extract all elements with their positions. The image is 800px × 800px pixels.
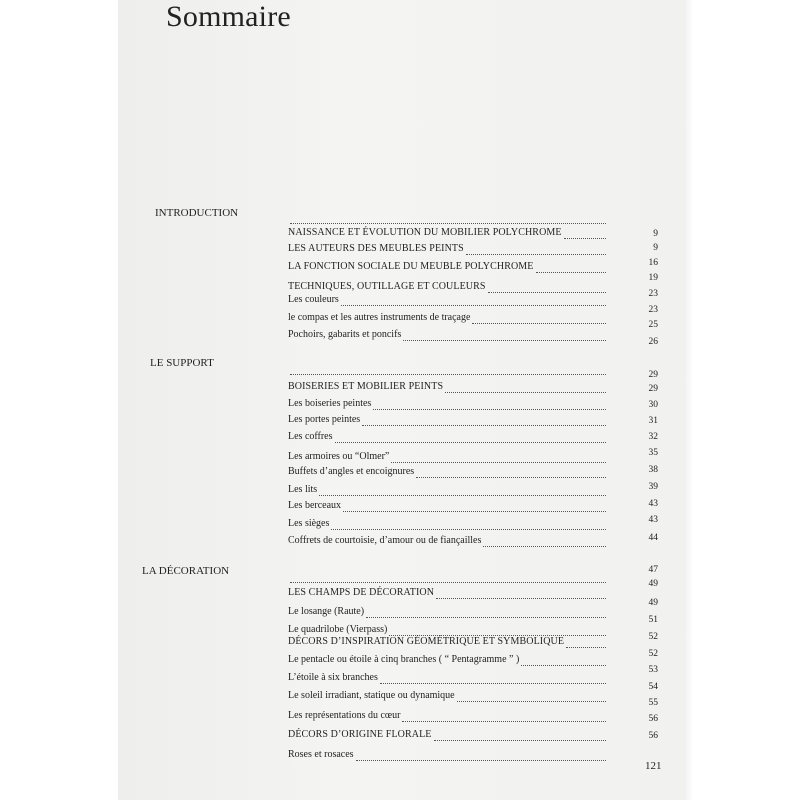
dot-leader (536, 264, 606, 273)
toc-page-number: 19 (648, 273, 658, 283)
toc-entry (288, 500, 606, 512)
toc-entry-text: Les couleurs (288, 294, 339, 305)
toc-entry (288, 749, 606, 761)
dot-leader (466, 246, 606, 255)
dot-leader (403, 332, 606, 341)
toc-page-number: 9 (653, 229, 658, 239)
toc-page-number: 25 (648, 320, 658, 330)
toc-entry-text: LES CHAMPS DE DÉCORATION (288, 587, 435, 598)
toc-entry (288, 729, 606, 741)
toc-entry-text: Coffrets de courtoisie, d’amour ou de fiançailles (288, 535, 482, 546)
dot-leader (341, 297, 606, 306)
dot-leader (366, 609, 606, 618)
dot-leader (319, 487, 606, 496)
toc-page-number: 53 (648, 665, 658, 675)
toc-entry-text: LES AUTEURS DES MEUBLES PEINTS (288, 243, 464, 254)
toc-entry-text: Les portes peintes (288, 414, 361, 425)
dot-leader (343, 503, 606, 512)
toc-entry (288, 654, 606, 666)
dot-leader (483, 538, 606, 547)
dot-leader (566, 639, 606, 648)
toc-page-number: 43 (648, 515, 658, 525)
toc-entry (288, 466, 606, 478)
toc-page-number: 35 (648, 448, 658, 458)
dot-leader (389, 627, 606, 636)
toc-entry (288, 215, 606, 224)
dot-leader (362, 417, 606, 426)
toc-entry-text: Le pentacle ou étoile à cinq branches ( “ Pentagramme ” ) (288, 654, 520, 665)
toc-page-number: 54 (648, 682, 658, 692)
toc-entry-text: Les sièges (288, 518, 330, 529)
toc-entry-text: Buffets d’angles et encoignures (288, 466, 415, 477)
toc-entry-text: Les coffres (288, 431, 333, 442)
dot-leader (380, 675, 606, 684)
toc-entry (288, 243, 606, 255)
dot-leader (416, 469, 606, 478)
page-edge-shadow (684, 0, 694, 800)
toc-entry-text: Les représentations du cœur (288, 710, 401, 721)
toc-page-number: 44 (648, 533, 658, 543)
toc-entry-text: Le soleil irradiant, statique ou dynamique (288, 690, 455, 701)
toc-page-number: 56 (648, 731, 658, 741)
toc-page-number: 49 (648, 579, 658, 589)
toc-entry-text: Le quadrilobe (Vierpass) (288, 624, 388, 635)
toc-page-number: 26 (648, 337, 658, 347)
dot-leader (335, 434, 606, 443)
dot-leader (290, 574, 606, 583)
toc-entry-text: L’étoile à six branches (288, 672, 378, 683)
dot-leader (290, 215, 606, 224)
toc-entry (288, 535, 606, 547)
toc-entry (288, 366, 606, 375)
toc-page-number: 56 (648, 714, 658, 724)
toc-page-number: 39 (648, 482, 658, 492)
dot-leader (445, 384, 606, 393)
toc-entry (288, 636, 606, 648)
toc-page-number: 51 (648, 615, 658, 625)
toc-entry (288, 672, 606, 684)
toc-entry-text: Roses et rosaces (288, 749, 354, 760)
toc-entry (288, 518, 606, 530)
toc-entry-text: LA FONCTION SOCIALE DU MEUBLE POLYCHROME (288, 261, 534, 272)
toc-page-number: 29 (648, 384, 658, 394)
dot-leader (391, 454, 606, 463)
toc-page-number: 23 (648, 305, 658, 315)
toc-page-number: 29 (648, 370, 658, 380)
dot-leader (402, 713, 606, 722)
toc-page-number: 31 (648, 416, 658, 426)
dot-leader (373, 401, 606, 410)
toc-entry-text: TECHNIQUES, OUTILLAGE ET COULEURS (288, 281, 486, 292)
toc-entry (288, 690, 606, 702)
toc-entry (288, 261, 606, 273)
toc-entry (288, 451, 606, 463)
dot-leader (434, 732, 606, 741)
toc-entry (288, 606, 606, 618)
dot-leader (356, 752, 606, 761)
dot-leader (331, 521, 606, 530)
toc-entry (288, 281, 606, 293)
toc-entry-text: Le losange (Raute) (288, 606, 365, 617)
dot-leader (457, 693, 606, 702)
toc-entry-text: BOISERIES ET MOBILIER PEINTS (288, 381, 444, 392)
toc-page-number: 43 (648, 499, 658, 509)
toc-entry-text: Pochoirs, gabarits et poncifs (288, 329, 402, 340)
toc-entry (288, 381, 606, 393)
toc-entry (288, 227, 606, 239)
toc-entry (288, 398, 606, 410)
toc-entry-text: NAISSANCE ET ÉVOLUTION DU MOBILIER POLYCHROME (288, 227, 562, 238)
toc-page-number: 32 (648, 432, 658, 442)
toc-entry-text: Les berceaux (288, 500, 342, 511)
dot-leader (290, 366, 606, 375)
toc-entry-text: Les armoires ou “Olmer” (288, 451, 390, 462)
dot-leader (472, 315, 606, 324)
toc-entry (288, 329, 606, 341)
toc-entry-text: DÉCORS D’INSPIRATION GÉOMÉTRIQUE ET SYMBOLIQUE (288, 636, 565, 647)
toc-entry-text: Les lits (288, 484, 318, 495)
toc-entry (288, 431, 606, 443)
section-introduction: INTRODUCTION (155, 207, 239, 219)
section-decoration: LA DÉCORATION (142, 565, 230, 577)
toc-entry (288, 710, 606, 722)
toc-page-number: 38 (648, 465, 658, 475)
toc-page-number: 47 (648, 565, 658, 575)
toc-entry-text: le compas et les autres instruments de traçage (288, 312, 471, 323)
toc-page-number: 52 (648, 649, 658, 659)
dot-leader (564, 230, 606, 239)
toc-page-number: 16 (648, 258, 658, 268)
toc-entry (288, 414, 606, 426)
toc-page-number: 23 (648, 289, 658, 299)
toc-entry (288, 312, 606, 324)
toc-entry-text: Les boiseries peintes (288, 398, 372, 409)
dot-leader (521, 657, 606, 666)
toc-entry (288, 587, 606, 599)
toc-entry-text: DÉCORS D’ORIGINE FLORALE (288, 729, 432, 740)
dot-leader (436, 590, 606, 599)
toc-page-number: 52 (648, 632, 658, 642)
section-support: LE SUPPORT (150, 357, 214, 369)
toc-page-number: 49 (648, 598, 658, 608)
toc-entry (288, 624, 606, 636)
page-folio: 121 (645, 760, 662, 772)
toc-entry (288, 294, 606, 306)
toc-entry (288, 574, 606, 583)
toc-entry (288, 484, 606, 496)
toc-page-number: 9 (653, 243, 658, 253)
toc-page-number: 30 (648, 400, 658, 410)
toc-page-number: 55 (648, 698, 658, 708)
page-title: Sommaire (166, 0, 291, 33)
dot-leader (488, 284, 606, 293)
